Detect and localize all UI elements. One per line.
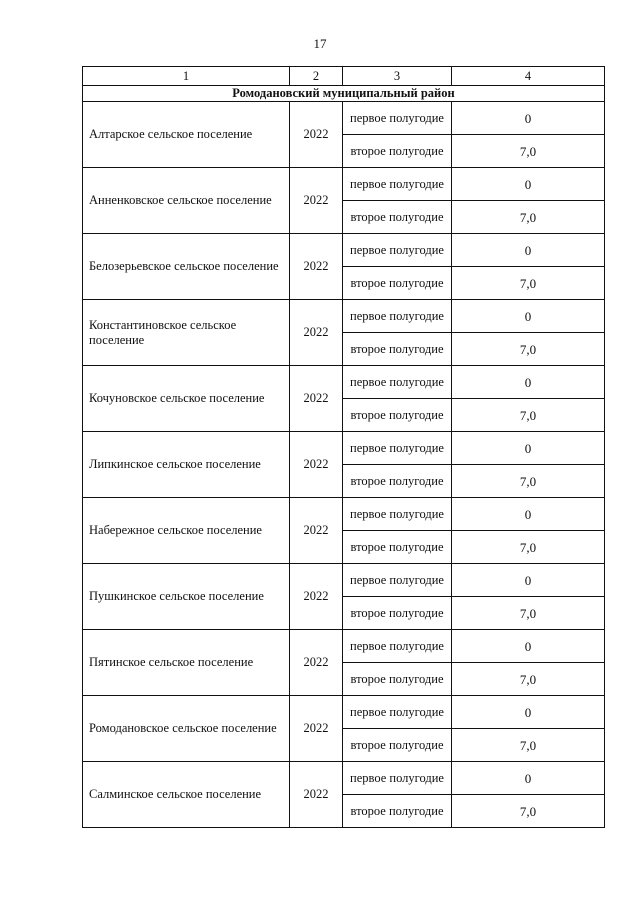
value-cell: 0 xyxy=(452,564,605,597)
period-cell: второе полугодие xyxy=(343,795,452,828)
period-cell: первое полугодие xyxy=(343,498,452,531)
period-cell: первое полугодие xyxy=(343,564,452,597)
table-row xyxy=(83,366,605,399)
value-cell: 7,0 xyxy=(452,333,605,366)
district-row xyxy=(83,86,605,102)
value-cell: 7,0 xyxy=(452,729,605,762)
period-cell: второе полугодие xyxy=(343,729,452,762)
period-cell: первое полугодие xyxy=(343,300,452,333)
value-cell: 0 xyxy=(452,630,605,663)
value-cell: 7,0 xyxy=(452,267,605,300)
year-cell: 2022 xyxy=(290,300,343,366)
year-cell: 2022 xyxy=(290,234,343,300)
value-cell: 7,0 xyxy=(452,663,605,696)
period-cell: второе полугодие xyxy=(343,333,452,366)
period-cell: второе полугодие xyxy=(343,465,452,498)
value-cell: 7,0 xyxy=(452,465,605,498)
settlement-name: Пушкинское сельское поселение xyxy=(83,564,290,630)
period-cell: первое полугодие xyxy=(343,234,452,267)
column-header-4: 4 xyxy=(452,67,605,86)
table-row xyxy=(83,102,605,135)
value-cell: 7,0 xyxy=(452,597,605,630)
value-cell: 0 xyxy=(452,432,605,465)
table-row xyxy=(83,300,605,333)
table-row xyxy=(83,168,605,201)
value-cell: 7,0 xyxy=(452,201,605,234)
period-cell: второе полугодие xyxy=(343,663,452,696)
period-cell: первое полугодие xyxy=(343,432,452,465)
settlement-name: Алтарское сельское поселение xyxy=(83,102,290,168)
value-cell: 0 xyxy=(452,234,605,267)
year-cell: 2022 xyxy=(290,102,343,168)
period-cell: второе полугодие xyxy=(343,135,452,168)
value-cell: 7,0 xyxy=(452,399,605,432)
value-cell: 0 xyxy=(452,696,605,729)
data-table xyxy=(82,66,605,828)
settlement-name: Липкинское сельское поселение xyxy=(83,432,290,498)
period-cell: первое полугодие xyxy=(343,366,452,399)
settlement-name: Пятинское сельское поселение xyxy=(83,630,290,696)
page-number: 17 xyxy=(313,36,327,51)
value-cell: 7,0 xyxy=(452,135,605,168)
settlement-name: Анненковское сельское поселение xyxy=(83,168,290,234)
year-cell: 2022 xyxy=(290,762,343,828)
period-cell: первое полугодие xyxy=(343,696,452,729)
column-header-1: 1 xyxy=(83,67,290,86)
period-cell: первое полугодие xyxy=(343,102,452,135)
year-cell: 2022 xyxy=(290,168,343,234)
period-cell: второе полугодие xyxy=(343,399,452,432)
value-cell: 7,0 xyxy=(452,795,605,828)
table-row xyxy=(83,234,605,267)
value-cell: 0 xyxy=(452,168,605,201)
settlement-name: Белозерьевское сельское поселение xyxy=(83,234,290,300)
value-cell: 0 xyxy=(452,102,605,135)
period-cell: второе полугодие xyxy=(343,267,452,300)
year-cell: 2022 xyxy=(290,630,343,696)
table-row xyxy=(83,762,605,795)
settlement-name: Кочуновское сельское поселение xyxy=(83,366,290,432)
value-cell: 0 xyxy=(452,300,605,333)
period-cell: второе полугодие xyxy=(343,201,452,234)
column-header-3: 3 xyxy=(343,67,452,86)
settlement-name: Ромодановское сельское поселение xyxy=(83,696,290,762)
table-row xyxy=(83,432,605,465)
table-row xyxy=(83,564,605,597)
year-cell: 2022 xyxy=(290,696,343,762)
district-heading: Ромодановский муниципальный район xyxy=(83,86,605,102)
year-cell: 2022 xyxy=(290,432,343,498)
year-cell: 2022 xyxy=(290,564,343,630)
value-cell: 0 xyxy=(452,366,605,399)
period-cell: второе полугодие xyxy=(343,531,452,564)
year-cell: 2022 xyxy=(290,366,343,432)
table-header-row xyxy=(83,67,605,86)
period-cell: первое полугодие xyxy=(343,762,452,795)
settlement-name: Набережное сельское поселение xyxy=(83,498,290,564)
settlement-name: Константиновское сельское поселение xyxy=(83,300,290,366)
period-cell: первое полугодие xyxy=(343,630,452,663)
value-cell: 7,0 xyxy=(452,531,605,564)
value-cell: 0 xyxy=(452,762,605,795)
year-cell: 2022 xyxy=(290,498,343,564)
value-cell: 0 xyxy=(452,498,605,531)
settlement-name: Салминское сельское поселение xyxy=(83,762,290,828)
period-cell: первое полугодие xyxy=(343,168,452,201)
table-row xyxy=(83,630,605,663)
table-row xyxy=(83,696,605,729)
table-row xyxy=(83,498,605,531)
column-header-2: 2 xyxy=(290,67,343,86)
period-cell: второе полугодие xyxy=(343,597,452,630)
